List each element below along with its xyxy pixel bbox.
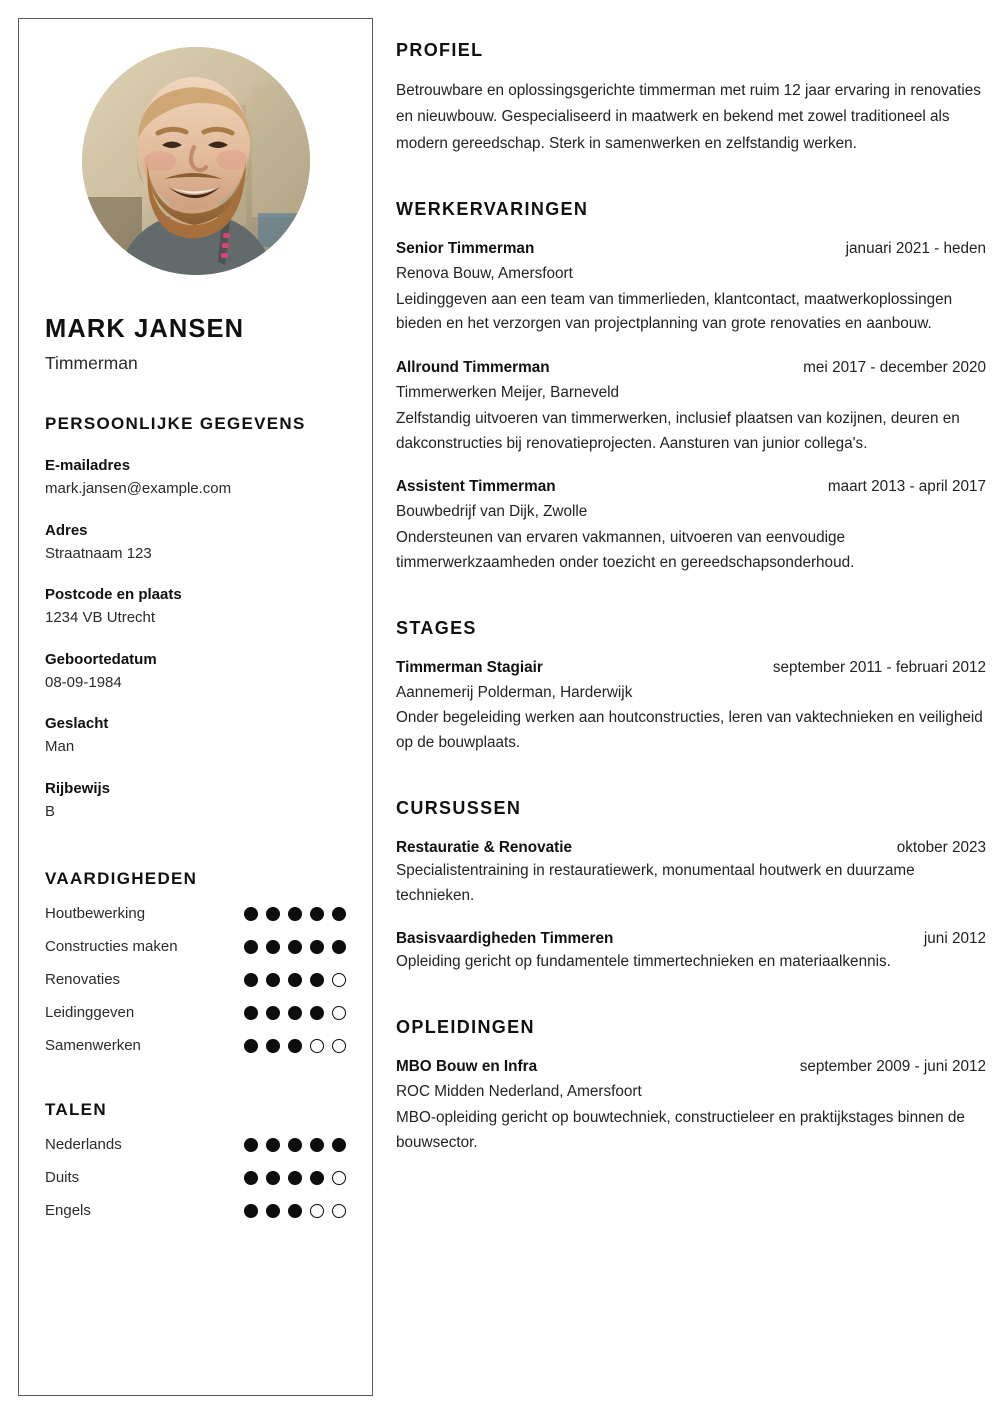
personal-field: [45, 713, 346, 759]
rating-dot-filled: [332, 907, 346, 921]
cv-entry: [396, 359, 986, 456]
rating-dot-filled: [266, 1039, 280, 1053]
rating-dot-filled: [310, 940, 324, 954]
cv-entry-head: [396, 478, 986, 496]
rating-dot-filled: [244, 1006, 258, 1020]
rating-dot-filled: [310, 1006, 324, 1020]
cv-entry-title: Restauratie & Renovatie: [396, 838, 572, 856]
personal-field-label: Adres: [45, 521, 88, 539]
personal-field: [45, 520, 346, 566]
cv-entry-date: mei 2017 - december 2020: [803, 359, 986, 377]
rating-row: [45, 1169, 346, 1186]
cv-entry-date: september 2009 - juni 2012: [799, 1058, 986, 1076]
personal-field: [45, 584, 346, 630]
skills-list: [45, 905, 346, 1054]
section-heading-languages: TALEN: [45, 1100, 107, 1120]
main-column: [396, 40, 986, 1155]
rating-dots: [244, 1039, 346, 1053]
rating-dot-filled: [244, 1138, 258, 1152]
rating-dot-filled: [288, 940, 302, 954]
personal-field-label: Geboortedatum: [45, 650, 157, 668]
cv-entry-title: Basisvaardigheden Timmeren: [396, 930, 614, 948]
rating-dot-filled: [332, 940, 346, 954]
rating-row: [45, 905, 346, 922]
cv-entry: [396, 1058, 986, 1155]
cv-entry: [396, 240, 986, 337]
cv-entry-head: [396, 359, 986, 377]
rating-dot-empty: [332, 1171, 346, 1185]
rating-dot-filled: [266, 973, 280, 987]
personal-field-label: Rijbewijs: [45, 779, 111, 797]
cv-entry-title: Allround Timmerman: [396, 359, 550, 377]
personal-field: [45, 778, 346, 824]
rating-label: Constructies maken: [45, 938, 178, 956]
rating-dot-filled: [244, 1204, 258, 1218]
personal-details-list: [45, 455, 346, 823]
cv-entry-organisation: Timmerwerken Meijer, Barneveld: [396, 384, 620, 402]
cv-entry-description: Zelfstandig uitvoeren van timmerwerken, inclusief plaatsen van kozijnen, deuren en dakconstructies bij renovatieprojecten. Aansturen van junior collega's.: [396, 409, 960, 452]
cv-entry-organisation: Bouwbedrijf van Dijk, Zwolle: [396, 503, 588, 521]
rating-dot-filled: [244, 907, 258, 921]
rating-dots: [244, 1138, 346, 1152]
education-list: [396, 1058, 986, 1155]
cv-entry-title: Senior Timmerman: [396, 239, 535, 257]
rating-dot-filled: [310, 1171, 324, 1185]
rating-dots: [244, 1204, 346, 1218]
cv-entry-description: Ondersteunen van ervaren vakmannen, uitvoeren van eenvoudige timmerwerkzaamheden onder toezicht en gereedschapsonderhoud.: [396, 529, 855, 571]
cv-entry-title: MBO Bouw en Infra: [396, 1058, 538, 1076]
personal-field-label: Postcode en plaats: [45, 586, 182, 604]
internships-list: [396, 659, 986, 756]
rating-row: [45, 938, 346, 955]
rating-dot-filled: [332, 1138, 346, 1152]
personal-field-value: Man: [45, 738, 75, 756]
cv-entry-description: Specialistentraining in restauratiewerk, monumentaal houtwerk en duurzame technieken.: [396, 861, 915, 904]
rating-dot-empty: [332, 1006, 346, 1020]
cv-entry-date: maart 2013 - april 2017: [827, 478, 986, 496]
section-heading-internships: STAGES: [396, 617, 477, 638]
rating-dot-filled: [288, 1006, 302, 1020]
rating-dots: [244, 1171, 346, 1185]
rating-dots: [244, 1006, 346, 1020]
personal-field-value: B: [45, 802, 56, 820]
rating-dot-filled: [288, 1039, 302, 1053]
cv-entry-description: Opleiding gericht op fundamentele timmertechnieken en materiaalkennis.: [396, 953, 891, 971]
rating-dot-filled: [266, 1204, 280, 1218]
personal-field: [45, 649, 346, 695]
rating-dot-filled: [288, 1171, 302, 1185]
cv-entry-title: Assistent Timmerman: [396, 478, 556, 496]
photo-container: [45, 47, 346, 275]
cv-entry-head: [396, 240, 986, 258]
cv-entry: [396, 839, 986, 909]
person-job-title: Timmerman: [45, 353, 138, 374]
rating-dot-empty: [332, 1204, 346, 1218]
profile-text: Betrouwbare en oplossingsgerichte timmerman met ruim 12 jaar ervaring in renovaties en nieuwbouw. Gespecialiseerd in maatwerk en bekend met zowel traditioneel als modern gereedschap. Sterk in samenwerken en zelfstandig werken.: [396, 82, 981, 152]
rating-dot-empty: [332, 1039, 346, 1053]
rating-dot-filled: [310, 973, 324, 987]
cv-entry-date: september 2011 - februari 2012: [772, 658, 986, 676]
courses-list: [396, 839, 986, 975]
rating-row: [45, 971, 346, 988]
section-heading-personal-details: PERSOONLIJKE GEGEVENS: [45, 414, 306, 434]
rating-dot-filled: [288, 973, 302, 987]
cv-entry: [396, 930, 986, 975]
rating-dot-filled: [310, 1138, 324, 1152]
rating-dot-filled: [244, 1171, 258, 1185]
personal-field-value: 08-09-1984: [45, 673, 122, 691]
personal-field-value: Straatnaam 123: [45, 544, 152, 562]
cv-entry-title: Timmerman Stagiair: [396, 658, 543, 676]
rating-dot-empty: [310, 1039, 324, 1053]
personal-field: [45, 455, 346, 501]
rating-dot-empty: [310, 1204, 324, 1218]
cv-entry-head: [396, 659, 986, 677]
section-heading-profile: PROFIEL: [396, 40, 484, 60]
rating-label: Houtbewerking: [45, 905, 146, 923]
section-heading-courses: CURSUSSEN: [396, 797, 522, 818]
cv-entry: [396, 478, 986, 575]
rating-dot-filled: [288, 1204, 302, 1218]
rating-dot-filled: [310, 907, 324, 921]
rating-label: Engels: [45, 1202, 91, 1220]
rating-label: Samenwerken: [45, 1037, 141, 1055]
rating-row: [45, 1136, 346, 1153]
cv-entry-date: juni 2012: [923, 930, 986, 948]
rating-dot-filled: [266, 907, 280, 921]
sidebar: [18, 18, 373, 1396]
experience-list: [396, 240, 986, 576]
rating-dots: [244, 907, 346, 921]
cv-entry-organisation: Renova Bouw, Amersfoort: [396, 264, 573, 282]
rating-dot-filled: [266, 1006, 280, 1020]
rating-dot-filled: [288, 907, 302, 921]
personal-field-label: E-mailadres: [45, 457, 131, 475]
section-heading-skills: VAARDIGHEDEN: [45, 869, 198, 889]
rating-dots: [244, 940, 346, 954]
section-heading-education: OPLEIDINGEN: [396, 1017, 535, 1038]
cv-entry-description: Onder begeleiding werken aan houtconstructies, leren van vaktechnieken en veiligheid op de bouwplaats.: [396, 709, 983, 752]
cv-entry-head: [396, 839, 986, 857]
rating-dot-filled: [266, 1138, 280, 1152]
portrait-photo-icon: [82, 47, 310, 275]
personal-field-value: 1234 VB Utrecht: [45, 609, 156, 627]
cv-entry-description: MBO-opleiding gericht op bouwtechniek, constructieleer en praktijkstages binnen de bouwsector.: [396, 1108, 965, 1151]
cv-entry-organisation: ROC Midden Nederland, Amersfoort: [396, 1083, 642, 1101]
section-heading-experience: WERKERVARINGEN: [396, 198, 589, 219]
rating-row: [45, 1202, 346, 1219]
personal-field-value: mark.jansen@example.com: [45, 480, 232, 498]
cv-entry-description: Leidinggeven aan een team van timmerlieden, klantcontact, maatwerkoplossingen bieden en het verzorgen van projectplanning van grote renovaties en aanbouw.: [396, 290, 953, 333]
rating-dot-filled: [244, 973, 258, 987]
rating-dot-filled: [266, 940, 280, 954]
cv-entry-head: [396, 1058, 986, 1076]
rating-dots: [244, 973, 346, 987]
rating-dot-empty: [332, 973, 346, 987]
personal-field-label: Geslacht: [45, 715, 109, 733]
cv-entry-date: oktober 2023: [896, 838, 986, 856]
rating-dot-filled: [288, 1138, 302, 1152]
rating-label: Renovaties: [45, 971, 121, 989]
cv-entry-organisation: Aannemerij Polderman, Harderwijk: [396, 683, 633, 701]
person-name: MARK JANSEN: [45, 315, 245, 343]
rating-dot-filled: [244, 940, 258, 954]
cv-entry-date: januari 2021 - heden: [845, 239, 986, 257]
rating-dot-filled: [244, 1039, 258, 1053]
rating-row: [45, 1004, 346, 1021]
rating-label: Duits: [45, 1169, 80, 1187]
cv-entry-head: [396, 930, 986, 948]
rating-row: [45, 1037, 346, 1054]
languages-list: [45, 1136, 346, 1219]
rating-label: Leidinggeven: [45, 1004, 135, 1022]
rating-dot-filled: [266, 1171, 280, 1185]
rating-label: Nederlands: [45, 1136, 122, 1154]
cv-entry: [396, 659, 986, 756]
portrait-photo: [82, 47, 310, 275]
